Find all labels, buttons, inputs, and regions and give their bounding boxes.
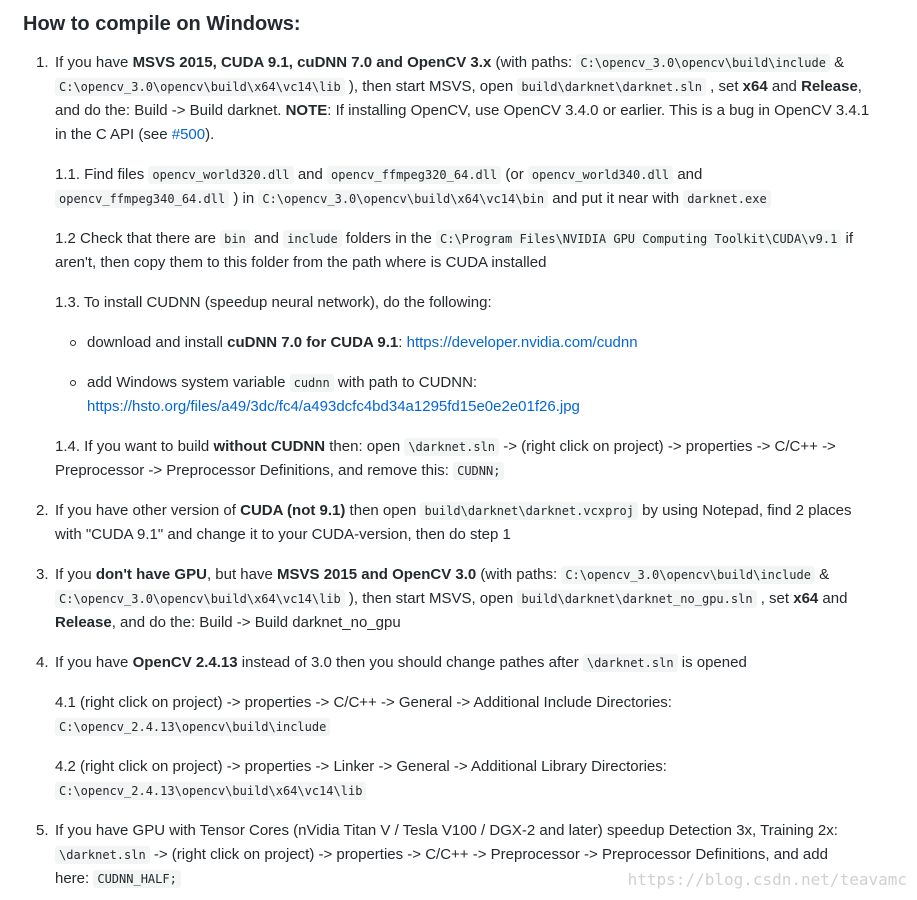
code-file: darknet.exe xyxy=(683,190,770,208)
text: , xyxy=(857,78,862,95)
text: & xyxy=(814,566,830,583)
text: aren't, then copy them to this folder from the path where is CUDA installed xyxy=(55,254,547,271)
step-4-1 xyxy=(55,691,910,739)
code-file: opencv_ffmpeg340_64.dll xyxy=(55,190,229,208)
text: -> (right click on project) -> properties -> C/C++ -> xyxy=(499,438,836,455)
list-item-1 xyxy=(36,51,910,147)
text: here: xyxy=(55,870,94,887)
text: If you have other version of xyxy=(55,502,241,519)
bold-text: Release xyxy=(801,78,858,95)
bullet-icon xyxy=(70,380,76,386)
text: -> (right click on project) -> properties -> C/C++ -> Preprocessor -> Preprocessor Definitions, and add xyxy=(149,846,828,863)
bold-text: MSVS 2015, CUDA 9.1, cuDNN 7.0 and OpenCV 3.x xyxy=(132,54,492,71)
text: 1.2 Check that there are xyxy=(55,230,221,247)
item-number: 5. xyxy=(36,822,49,839)
bold-text: without CUDNN xyxy=(213,438,326,455)
bold-text: CUDA (not 9.1) xyxy=(240,502,346,519)
text: by using Notepad, find 2 places xyxy=(637,502,852,519)
text: and xyxy=(767,78,802,95)
code-file: opencv_world340.dll xyxy=(528,166,673,184)
step-1-1 xyxy=(55,163,910,211)
code-file: \darknet.sln xyxy=(55,846,150,864)
text: and xyxy=(818,590,848,607)
bold-text: OpenCV 2.4.13 xyxy=(132,654,238,671)
code-path: C:\opencv_3.0\opencv\build\x64\vc14\lib xyxy=(55,78,345,96)
bold-text: cuDNN 7.0 for CUDA 9.1 xyxy=(227,334,399,351)
text: and xyxy=(293,166,328,183)
text: 4.2 (right click on project) -> properties -> Linker -> General -> Additional Library Directories: xyxy=(55,758,667,775)
text: with "CUDA 9.1" and change it to your CUDA-version, then do step 1 xyxy=(55,526,511,543)
step-4-2 xyxy=(55,755,910,803)
text: Preprocessor -> Preprocessor Definitions, and remove this: xyxy=(55,462,454,479)
list-item-2 xyxy=(36,499,910,547)
code-path: build\darknet\darknet.vcxproj xyxy=(420,502,638,520)
code-path: C:\opencv_3.0\opencv\build\include xyxy=(576,54,830,72)
item-number: 4. xyxy=(36,654,49,671)
code-folder: include xyxy=(283,230,342,248)
code-file: \darknet.sln xyxy=(404,438,499,456)
code-path: C:\opencv_3.0\opencv\build\x64\vc14\bin xyxy=(258,190,548,208)
code-file: opencv_ffmpeg320_64.dll xyxy=(327,166,501,184)
item-number: 1. xyxy=(36,54,49,71)
code-path: C:\opencv_3.0\opencv\build\include xyxy=(561,566,815,584)
code-define: CUDNN; xyxy=(453,462,504,480)
text: and xyxy=(673,166,703,183)
text: If you xyxy=(55,566,96,583)
step-1-4 xyxy=(55,435,910,483)
code-folder: bin xyxy=(220,230,250,248)
text: and put it near with xyxy=(548,190,684,207)
bold-text: NOTE xyxy=(285,102,328,119)
text: ), then start MSVS, open xyxy=(344,78,518,95)
text: in the C API (see xyxy=(55,126,172,143)
text: , but have xyxy=(206,566,278,583)
text: & xyxy=(829,54,845,71)
bullet-item-1 xyxy=(87,331,907,355)
text: 1.4. If you want to build xyxy=(55,438,214,455)
text: , set xyxy=(756,590,794,607)
code-path: build\darknet\darknet.sln xyxy=(517,78,706,96)
text: is opened xyxy=(677,654,747,671)
text: ) in xyxy=(229,190,259,207)
text: 1.1. Find files xyxy=(55,166,149,183)
text: , and do the: Build -> Build darknet_no_gpu xyxy=(111,614,401,631)
code-file: \darknet.sln xyxy=(583,654,678,672)
text: If you have xyxy=(55,654,133,671)
text: and xyxy=(249,230,284,247)
image-link[interactable]: https://hsto.org/files/a49/3dc/fc4/a493dcfc4bd34a1295fd15e0e2e01f26.jpg xyxy=(87,398,580,415)
item-number: 3. xyxy=(36,566,49,583)
text: folders in the xyxy=(341,230,436,247)
text: ). xyxy=(205,126,215,143)
text: (or xyxy=(501,166,528,183)
bold-text: x64 xyxy=(793,590,819,607)
text: then: open xyxy=(325,438,405,455)
code-path: C:\opencv_2.4.13\opencv\build\x64\vc14\lib xyxy=(55,782,366,800)
text: 1.3. To install CUDNN (speedup neural network), do the following: xyxy=(55,294,492,311)
text: then open xyxy=(345,502,421,519)
issue-link[interactable]: #500 xyxy=(171,126,206,143)
text: instead of 3.0 then you should change pathes after xyxy=(237,654,583,671)
list-item-4 xyxy=(36,651,910,675)
code-path: build\darknet\darknet_no_gpu.sln xyxy=(517,590,756,608)
item-number: 2. xyxy=(36,502,49,519)
watermark: https://blog.csdn.net/teavamc xyxy=(627,870,907,889)
text: If you have GPU with Tensor Cores (nVidia Titan V / Tesla V100 / DGX-2 and later) speedup Detection 3x, Training 2x: xyxy=(55,822,838,839)
bold-text: Release xyxy=(55,614,112,631)
step-1-2 xyxy=(55,227,910,275)
text: , set xyxy=(705,78,743,95)
text: (with paths: xyxy=(491,54,577,71)
text: download and install xyxy=(87,334,228,351)
code-path: C:\opencv_2.4.13\opencv\build\include xyxy=(55,718,330,736)
text: add Windows system variable xyxy=(87,374,290,391)
code-path: C:\opencv_3.0\opencv\build\x64\vc14\lib xyxy=(55,590,345,608)
bold-text: don't have GPU xyxy=(95,566,207,583)
text: (with paths: xyxy=(476,566,562,583)
code-var: cudnn xyxy=(290,374,334,392)
list-item-3 xyxy=(36,563,910,635)
text: : xyxy=(398,334,407,351)
text: and do the: Build -> Build darknet. xyxy=(55,102,286,119)
code-path: C:\Program Files\NVIDIA GPU Computing Toolkit\CUDA\v9.1 xyxy=(436,230,841,248)
code-file: opencv_world320.dll xyxy=(148,166,293,184)
step-1-3 xyxy=(55,291,910,315)
bullet-icon xyxy=(70,340,76,346)
text: with path to CUDNN: xyxy=(333,374,478,391)
bold-text: x64 xyxy=(742,78,768,95)
text: If you have xyxy=(55,54,133,71)
bullet-item-2 xyxy=(87,371,907,419)
cudnn-link[interactable]: https://developer.nvidia.com/cudnn xyxy=(406,334,638,351)
code-define: CUDNN_HALF; xyxy=(93,870,180,888)
section-heading: How to compile on Windows: xyxy=(23,13,301,35)
text: if xyxy=(841,230,853,247)
text: ), then start MSVS, open xyxy=(344,590,518,607)
text: : If installing OpenCV, use OpenCV 3.4.0 or earlier. This is a bug in OpenCV 3.4.1 xyxy=(327,102,870,119)
bold-text: MSVS 2015 and OpenCV 3.0 xyxy=(277,566,477,583)
text: 4.1 (right click on project) -> properties -> C/C++ -> General -> Additional Include Directories: xyxy=(55,694,672,711)
